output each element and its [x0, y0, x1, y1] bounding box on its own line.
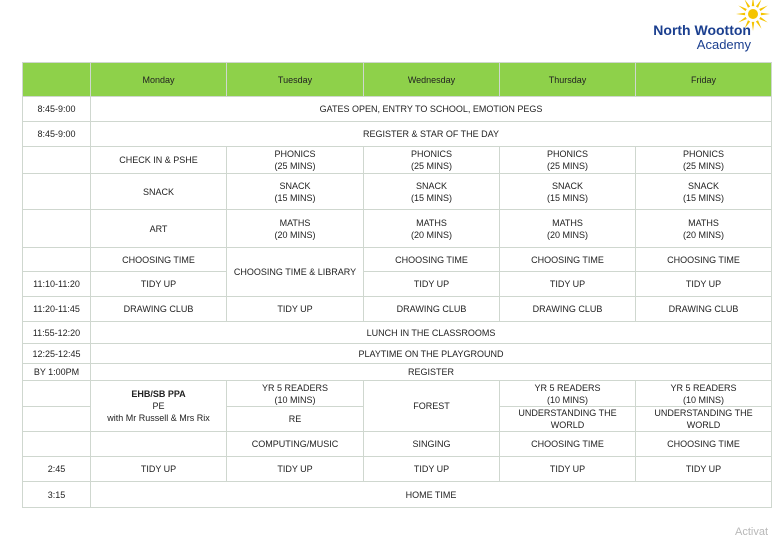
activity-cell-wednesday: TIDY UP	[364, 457, 500, 482]
day-header-monday: Monday	[91, 63, 227, 97]
school-logo	[640, 0, 779, 58]
activity-cell: HOME TIME	[91, 482, 772, 508]
activity-cell-thursday: YR 5 READERS (10 MINS)	[500, 381, 636, 407]
activity-cell: GATES OPEN, ENTRY TO SCHOOL, EMOTION PEGS	[91, 97, 772, 122]
activation-watermark: Activat	[735, 526, 769, 538]
time-cell: BY 1:00PM	[23, 364, 91, 381]
activity-cell-monday: DRAWING CLUB	[91, 297, 227, 322]
activity-cell: REGISTER	[91, 364, 772, 381]
time-cell	[23, 432, 91, 457]
table-row	[23, 457, 772, 482]
activity-cell-friday: DRAWING CLUB	[636, 297, 772, 322]
time-cell: 8:45-9:00	[23, 122, 91, 147]
activity-cell-tuesday: PHONICS (25 MINS)	[227, 147, 364, 174]
day-header-friday: Friday	[636, 63, 772, 97]
timetable	[22, 62, 772, 508]
time-cell: 3:15	[23, 482, 91, 508]
activity-cell-monday: TIDY UP	[91, 272, 227, 297]
activity-cell-tuesday: MATHS (20 MINS)	[227, 210, 364, 248]
activity-cell-tuesday: TIDY UP	[227, 297, 364, 322]
time-header	[23, 63, 91, 97]
activity-cell-monday: CHOOSING TIME	[91, 248, 227, 272]
activity-cell-friday: CHOOSING TIME	[636, 432, 772, 457]
activity-cell-thursday: UNDERSTANDING THE WORLD	[500, 407, 636, 432]
activity-cell-tuesday: COMPUTING/MUSIC	[227, 432, 364, 457]
table-row	[23, 272, 772, 297]
activity-cell-thursday: MATHS (20 MINS)	[500, 210, 636, 248]
table-row	[23, 432, 772, 457]
time-cell	[23, 407, 91, 432]
activity-cell-tuesday: RE	[227, 407, 364, 432]
activity-cell-friday: UNDERSTANDING THE WORLD	[636, 407, 772, 432]
activity-cell-wednesday: DRAWING CLUB	[364, 297, 500, 322]
time-cell: 12:25-12:45	[23, 344, 91, 364]
activity-cell-monday: ART	[91, 210, 227, 248]
table-row	[23, 344, 772, 364]
table-row	[23, 174, 772, 210]
activity-cell-thursday: CHOOSING TIME	[500, 432, 636, 457]
activity-cell-thursday: CHOOSING TIME	[500, 248, 636, 272]
time-cell: 11:10-11:20	[23, 272, 91, 297]
time-cell: 8:45-9:00	[23, 97, 91, 122]
time-cell	[23, 174, 91, 210]
activity-cell-monday: SNACK	[91, 174, 227, 210]
logo-line-1: North Wootton	[653, 22, 751, 38]
activity-cell-monday	[91, 432, 227, 457]
activity-cell-thursday: DRAWING CLUB	[500, 297, 636, 322]
activity-cell-thursday: TIDY UP	[500, 272, 636, 297]
activity-cell-wednesday: PHONICS (25 MINS)	[364, 147, 500, 174]
activity-cell-friday: CHOOSING TIME	[636, 248, 772, 272]
table-row	[23, 210, 772, 248]
activity-cell-wednesday: CHOOSING TIME	[364, 248, 500, 272]
activity-cell-tuesday: TIDY UP	[227, 457, 364, 482]
activity-cell: LUNCH IN THE CLASSROOMS	[91, 322, 772, 344]
activity-cell-monday: CHECK IN & PSHE	[91, 147, 227, 174]
activity-cell-tuesday: YR 5 READERS (10 MINS)	[227, 381, 364, 407]
activity-cell-tuesday: CHOOSING TIME & LIBRARY	[227, 248, 364, 297]
activity-cell-tuesday: SNACK (15 MINS)	[227, 174, 364, 210]
activity-cell-thursday: PHONICS (25 MINS)	[500, 147, 636, 174]
activity-cell-wednesday: SNACK (15 MINS)	[364, 174, 500, 210]
ppa-detail: PE with Mr Russell & Mrs Rix	[107, 401, 210, 423]
activity-cell-friday: SNACK (15 MINS)	[636, 174, 772, 210]
table-row	[23, 322, 772, 344]
time-cell	[23, 381, 91, 407]
time-cell: 11:20-11:45	[23, 297, 91, 322]
logo-line-2: Academy	[696, 37, 751, 52]
activity-cell-wednesday: FOREST	[364, 381, 500, 432]
activity-cell-friday: PHONICS (25 MINS)	[636, 147, 772, 174]
time-cell	[23, 147, 91, 174]
activity-cell-monday	[91, 381, 227, 432]
table-row	[23, 147, 772, 174]
day-header-tuesday: Tuesday	[227, 63, 364, 97]
table-row	[23, 482, 772, 508]
activity-cell: REGISTER & STAR OF THE DAY	[91, 122, 772, 147]
activity-cell-thursday: TIDY UP	[500, 457, 636, 482]
ppa-title: EHB/SB PPA	[131, 389, 186, 399]
time-cell: 2:45	[23, 457, 91, 482]
activity-cell-thursday: SNACK (15 MINS)	[500, 174, 636, 210]
activity-cell-friday: MATHS (20 MINS)	[636, 210, 772, 248]
time-cell	[23, 210, 91, 248]
activity-cell-friday: YR 5 READERS (10 MINS)	[636, 381, 772, 407]
table-row	[23, 97, 772, 122]
activity-cell-friday: TIDY UP	[636, 272, 772, 297]
activity-cell: PLAYTIME ON THE PLAYGROUND	[91, 344, 772, 364]
day-header-thursday: Thursday	[500, 63, 636, 97]
day-header-wednesday: Wednesday	[364, 63, 500, 97]
activity-cell-monday: TIDY UP	[91, 457, 227, 482]
table-row	[23, 122, 772, 147]
activity-cell-wednesday: SINGING	[364, 432, 500, 457]
table-row	[23, 248, 772, 272]
time-cell: 11:55-12:20	[23, 322, 91, 344]
activity-cell-wednesday: MATHS (20 MINS)	[364, 210, 500, 248]
table-row	[23, 381, 772, 407]
table-row	[23, 364, 772, 381]
table-row	[23, 297, 772, 322]
time-cell	[23, 248, 91, 272]
activity-cell-friday: TIDY UP	[636, 457, 772, 482]
header-row	[23, 63, 772, 97]
activity-cell-wednesday: TIDY UP	[364, 272, 500, 297]
